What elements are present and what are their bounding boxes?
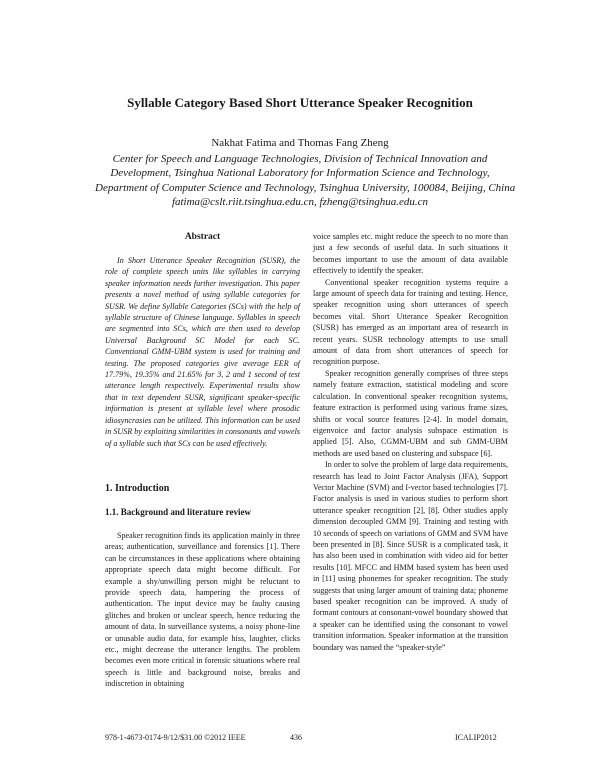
author-emails: fatima@cslt.riit.tsinghua.edu.cn, fzheng@tsinghua.edu.cn: [171, 196, 429, 209]
subsection-heading-background: 1.1. Background and literature review: [105, 507, 251, 517]
footer-copyright: 978-1-4673-0174-9/12/$31.00 ©2012 IEEE: [105, 733, 246, 742]
abstract-paragraph: In Short Utterance Speaker Recognition (SUSR), the role of complete speech units like syllables in carrying speaker information needs further investigation. This paper presents a novel method of using syllable categories for SUSR. We define Syllable Categories (SCs) with the help of syllable structure of Chinese language. Syllables in speech are segmented into SCs, which are then used to develop Universal Background SC Model for each SC. Conventional GMM-UBM system is used for training and testing. The proposed categories give average EER of 17.79%, 19.35% and 21.65% for 3, 2 and 1 second of test utterance length respectively. Experimental results show that in text dependent SUSR, significant speaker-specific information is present at syllable level where prosodic idiosyncrasies can be utilized. This information can be used in SUSR by exploiting similarities in consonants and vowels of a syllable such that SCs can be used effectively.: [105, 256, 300, 448]
body-paragraph: In order to solve the problem of large data requirements, research has lead to Joint Factor Analysis (JFA), Support Vector Machine (SVM) and I-vector based technologies [7]. Factor analysis is used in various studies to perform short utterance speaker recognition [2], [8]. Other studies apply dimension decoupled GMM [9]. Training and testing with 10 seconds of speech on variations of GMM and SVM have been presented in [8]. Since SUSR is a complicated task, it has also been used in combination with video aid for better results [10]. MFCC and HMM based system has been used in [11] using phonemes for speaker recognition. The study suggests that using larger amount of training data; phoneme based speaker recognition can be improved. A study of formant contours at consonant-vowel boundary showed that a speaker can be identified using the consonant to vowel transition information. Speaker information at the transition boundary was named the “speaker-style”: [313, 460, 508, 652]
body-paragraph: Conventional speaker recognition systems require a large amount of speech data for training and testing. Hence, speaker recognition using short utterances of speech becomes vital. Short Utterance Speaker Recognition (SUSR) has emerged as an important area of research in recent years. SUSR technology attempts to use small amount of data from short utterances of speech for recognition purpose.: [313, 277, 508, 367]
author-names: Nakhat Fatima and Thomas Fang Zheng: [211, 137, 389, 149]
footer-page-number: 436: [290, 733, 302, 742]
body-paragraph: Speaker recognition finds its application mainly in three areas; authentication, surveillance and forensics [1]. There can be circumstances in these applications where obtaining appropriate speech data might become difficult. For example a shy/unwilling person might be reluctant to provide speech data, hampering the process of authentication. The input device may be faulty causing glitches and broken or unclear speech, hence reducing the amount of data. In surveillance systems, a noisy phone-line or unusable audio data, for example hiss, laughter, clicks etc., might decrease the utterance lengths. The problem becomes even more critical in forensic situations where real speech is little and background noise, breaks and indiscretion in obtaining: [105, 531, 300, 689]
body-paragraph: Speaker recognition generally comprises of three steps namely feature extraction, statistical modeling and score calculation. In conventional speaker recognition systems, feature extraction is performed using various frame sizes, shifts or vocal source features [2-4]. In model domain, eigenvoice and factor analysis subspace estimation is applied [5]. Also, CGMM-UBM and sub GMM-UBM methods are used based on clustering and subspace [6].: [313, 368, 508, 458]
right-column-body: [313, 231, 508, 653]
abstract-body: [105, 255, 300, 449]
affiliation-line: Development, Tsinghua National Laboratory for Information Science and Technology,: [110, 167, 490, 180]
body-paragraph: voice samples etc. might reduce the speech to no more than just a few seconds of useful data. In such situations it becomes important to use the amount of data available effectively to identify the speaker.: [313, 232, 508, 276]
introduction-body: [105, 530, 300, 690]
footer-conference: ICALIP2012: [455, 733, 497, 742]
section-heading-introduction: 1. Introduction: [105, 483, 170, 494]
abstract-heading: Abstract: [184, 232, 221, 242]
affiliation-line: Center for Speech and Language Technologies, Division of Technical Innovation and: [112, 153, 488, 165]
paper-title: Syllable Category Based Short Utterance Speaker Recognition: [127, 95, 473, 110]
author-affiliation: [95, 152, 516, 210]
affiliation-line: Department of Computer Science and Technology, Tsinghua University, 100084, Beijing, China: [95, 181, 516, 194]
